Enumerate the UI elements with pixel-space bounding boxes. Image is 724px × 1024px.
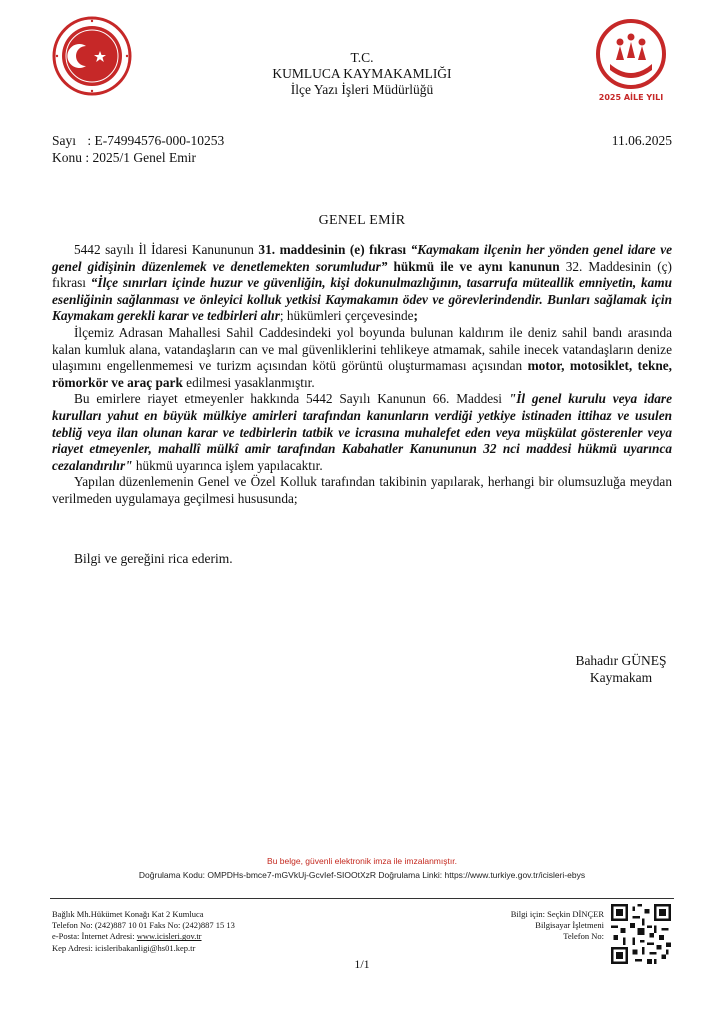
footer-web-link[interactable]: www.icisleri.gov.tr [136, 931, 202, 942]
p2-text-a: İlçemiz Adrasan Mahallesi Sahil Caddesindeki yol boyunda bulunan kaldırım ile deniz sahil bandı arasında kalan kumluk alana, vatandaşların can ve mal güvenliklerini tehlikeye atmamak, sahile inecek vatandaşların denize ulaşımını engellenmemesi ve turizm açısından kötü görüntü oluşturmaması açısından [52, 324, 672, 374]
p1-text-e: 32. Maddesinin (ç) fıkrası [52, 258, 672, 291]
signature-block [560, 652, 682, 686]
page-number: 1/1 [354, 957, 370, 971]
p1-quote-1: “Kaymakam ilçenin her yönden genel idare ve genel gidişinin düzenlemek ve denetlemekten sorumludur” [52, 242, 672, 274]
p3-text-a: Bu emirlere riayet etmeyenler hakkında 5442 Sayılı Kanunun 66. Maddesi [74, 391, 509, 407]
paragraph-3 [52, 391, 672, 474]
signer-title: Kaymakam [589, 670, 653, 685]
document-title: GENEL EMİR [318, 213, 406, 228]
qr-code-icon [611, 904, 671, 964]
footer-phone: Telefon No: (242)887 10 01 Faks No: (242)887 15 13 [52, 920, 235, 931]
p3-text-c: hükmü uyarınca işlem yapılacaktır. [132, 457, 323, 473]
p3-quote: "İl genel kurulu veya idare kurulları yahut en büyük mülkiye amirleri tarafından kanunların verdiği yetkiye istinaden ittihaz ve usulen tebliğ veya ilan olunan karar ve tedbirlerin tatbik ve icrasına muhalefet eden veya müşkülat gösterenler veya riayet etmeyenler, mahallî mülkî amir tarafından Kabahatler Kanununun 32 nci maddesi hükmü uyarınca cezalandırılır" [52, 391, 672, 473]
paragraph-2 [52, 325, 672, 391]
sayi-row [52, 132, 224, 149]
footer-info-phone: Telefon No: [563, 931, 604, 942]
footer-contact [52, 909, 235, 954]
header-line-tc: T.C. [350, 50, 374, 65]
document-body [52, 242, 672, 508]
footer-info [470, 909, 604, 943]
header-line-office: KUMLUCA KAYMAKAMLIĞI [272, 66, 452, 81]
header-line-department: İlçe Yazı İşleri Müdürlüğü [290, 82, 434, 97]
p1-text-d: hükmü ile ve aynı kanunun [387, 258, 560, 274]
paragraph-1 [52, 242, 672, 325]
footer-address: Bağlık Mh.Hükümet Konağı Kat 2 Kumluca [52, 909, 204, 919]
closing-line: Bilgi ve gereğini rica ederim. [74, 551, 233, 566]
p1-text-h: ; [413, 308, 418, 324]
logo-caption: 2025 AİLE YILI [598, 93, 664, 102]
footer-kep: Kep Adresi: icisleribakanligi@hs01.kep.tr [52, 942, 196, 953]
verification-line: Doğrulama Kodu: OMPDHs-bmce7-mGVkUj-GcvIef-SIOOtXzR Doğrulama Linki: https://www.turkiye.gov.tr/icisleri-ebys [138, 870, 586, 880]
p1-text-b: 31. maddesinin (e) fıkrası [258, 242, 407, 257]
document-date: 11.06.2025 [611, 133, 672, 148]
esign-notice: Bu belge, güvenli elektronik imza ile imzalanmıştır. [267, 856, 457, 866]
footer-eposta-label: e-Posta: İnternet Adresi: [52, 931, 137, 942]
p1-text-a: 5442 sayılı İl İdaresi Kanununun [74, 242, 259, 257]
sayi-value: : E-74994576-000-10253 [87, 133, 225, 148]
p1-quote-2: “İlçe sınırları içinde huzur ve güvenliğin, kişi dokunulmazlığının, tasarrufa müteallik emniyetin, kamu esenliğinin sağlanması ve önleyici kolluk yetkisi Kaymakamın ödev ve görevlerindendir. Bunları sağlamak için Kaymakam gerekli karar ve tedbirleri alır [52, 275, 672, 324]
p2-text-c: edilmesi yasaklanmıştır. [182, 374, 315, 390]
p1-text-g: ; hükümleri çerçevesinde [279, 308, 414, 324]
sayi-label: Sayı [52, 133, 77, 148]
paragraph-4: Yapılan düzenlemenin Genel ve Özel Kolluk tarafından takibinin yapılarak, herhangi bir olumsuzluğa meydan verilmeden uygulamaya geçilmesi hususunda; [52, 474, 672, 506]
p2-text-b: motor, motosiklet, tekne, römorkör ve araç park [52, 358, 673, 390]
footer-info-role: Bilgisayar İşletmeni [535, 920, 604, 931]
konu-label: Konu [52, 150, 82, 165]
konu-value: : 2025/1 Genel Emir [85, 150, 196, 165]
signer-name: Bahadır GÜNEŞ [575, 653, 667, 668]
footer-web-row [52, 931, 235, 942]
konu-row [52, 149, 196, 166]
footer-divider [50, 898, 674, 899]
footer-info-person: Bilgi için: Seçkin DİNÇER [510, 909, 604, 919]
